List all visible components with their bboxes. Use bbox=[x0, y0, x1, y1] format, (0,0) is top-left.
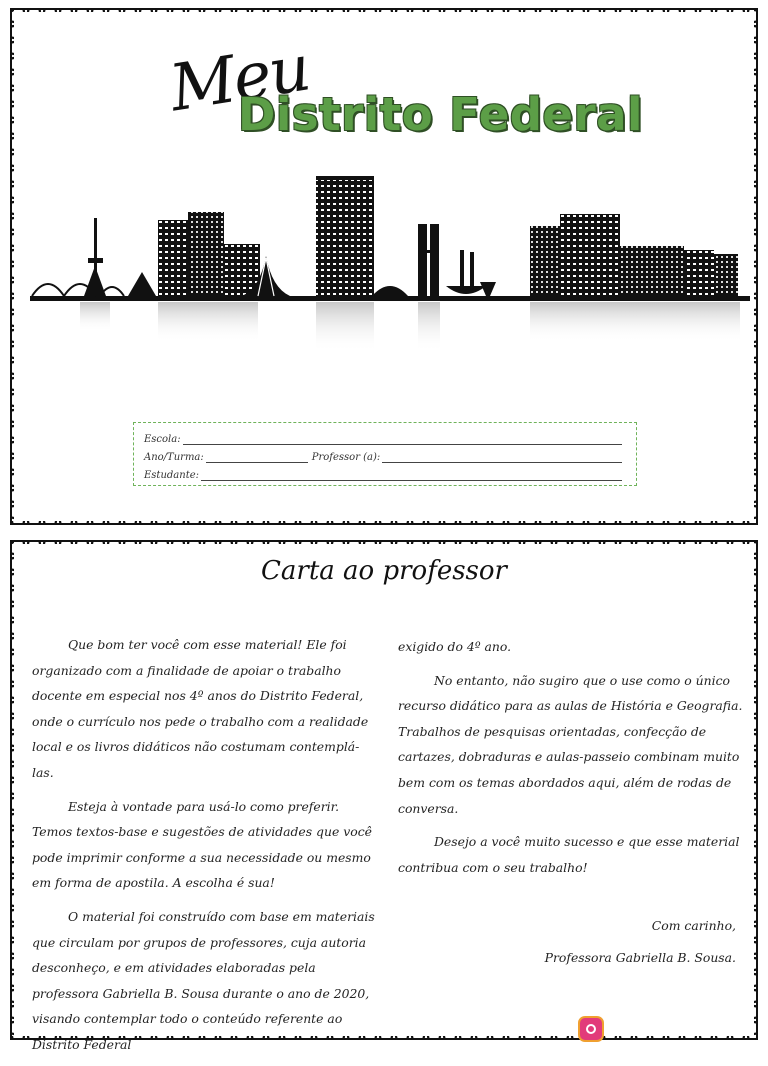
form-row-escola bbox=[144, 427, 626, 445]
instagram-icon[interactable] bbox=[578, 1016, 604, 1042]
escola-label: Escola: bbox=[144, 434, 181, 445]
ano-turma-field[interactable] bbox=[206, 452, 308, 463]
student-info-form bbox=[133, 422, 637, 486]
professor-label: Professor (a): bbox=[311, 452, 381, 463]
ano-turma-label: Ano/Turma: bbox=[144, 452, 204, 463]
letter-left-column bbox=[32, 632, 377, 1066]
letter-paragraph: No entanto, não sugiro que o use como o único recurso didático para as aulas de História e Geografia. Trabalhos de pesquisas orientadas, confecção de cartazes, dobraduras e aulas-passeio combinam muito bem com os temas abordados aqui, além de rodas de conversa. bbox=[398, 672, 743, 816]
letter-title: Carta ao professor bbox=[261, 556, 507, 586]
escola-field[interactable] bbox=[183, 434, 622, 445]
letter-paragraph-continuation: exigido do 4º ano. bbox=[398, 639, 512, 654]
form-row-estudante bbox=[144, 463, 626, 481]
letter-page bbox=[10, 540, 758, 1052]
letter-paragraph: Desejo a você muito sucesso e que esse material contribua com o seu trabalho! bbox=[398, 834, 740, 875]
brasilia-skyline-illustration bbox=[20, 160, 750, 360]
letter-paragraph: Que bom ter você com esse material! Ele foi organizado com a finalidade de apoiar o trabalho docente em especial nos 4º anos do Distrito Federal, onde o currículo nos pede o trabalho com a realidade local e os livros didáticos não costumam contemplá-las. bbox=[32, 637, 369, 780]
title-main: Distrito Federal bbox=[238, 88, 643, 141]
letter-paragraph: Esteja à vontade para usá-lo como preferir. Temos textos-base e sugestões de atividades que você pode imprimir conforme a sua necessidade ou mesmo em forma de apostila. A escolha é sua! bbox=[32, 798, 372, 891]
letter-signature: Professora Gabriella B. Sousa. bbox=[544, 950, 736, 965]
letter-closing: Com carinho, bbox=[651, 918, 736, 933]
estudante-label: Estudante: bbox=[144, 470, 199, 481]
title-script: Meu bbox=[165, 31, 314, 127]
form-row-ano-professor bbox=[144, 445, 626, 463]
letter-paragraph: O material foi construído com base em materiais que circulam por grupos de professores, cuja autoria desconheço, e em atividades elaboradas pela professora Gabriella B. Sousa durante o ano de 2020, visando contemplar todo o conteúdo referente ao Distrito Federal bbox=[32, 908, 375, 1052]
professor-field[interactable] bbox=[382, 452, 622, 463]
letter-right-column bbox=[398, 634, 743, 888]
cover-page bbox=[10, 8, 758, 525]
estudante-field[interactable] bbox=[201, 470, 622, 481]
